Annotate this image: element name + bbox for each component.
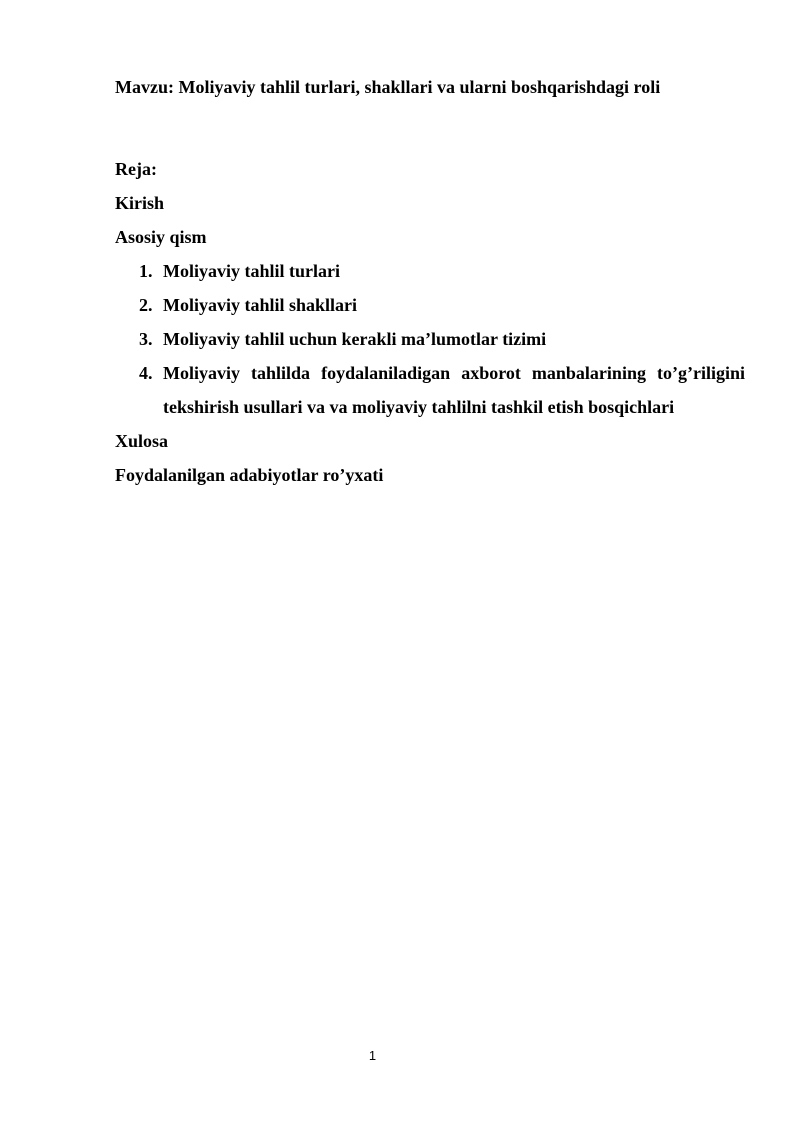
plan-item-text: Moliyaviy tahlil turlari <box>163 261 340 281</box>
plan-heading: Reja: <box>115 159 157 179</box>
plan-item <box>115 288 745 322</box>
plan-item-number: 3. <box>139 329 153 349</box>
plan-section <box>115 152 745 492</box>
plan-item <box>115 322 745 356</box>
plan-main-part: Asosiy qism <box>115 227 207 247</box>
document-title: Mavzu: Moliyaviy tahlil turlari, shakllari va ularni boshqarishdagi roli <box>115 77 661 97</box>
plan-item-number: 1. <box>139 261 153 281</box>
page-number: 1 <box>368 1048 377 1063</box>
plan-item-number: 4. <box>139 363 153 383</box>
plan-item <box>115 254 745 288</box>
plan-item <box>115 356 745 424</box>
plan-item-text: Moliyaviy tahlil uchun kerakli ma’lumotlar tizimi <box>163 329 547 349</box>
plan-item-number: 2. <box>139 295 153 315</box>
plan-item-text: Moliyaviy tahlilda foydalaniladigan axborot manbalarining to’g’riligini tekshirish usullari va va moliyaviy tahlilni tashkil etish bosqichlari <box>163 363 745 417</box>
plan-items-list <box>115 254 745 424</box>
plan-references: Foydalanilgan adabiyotlar ro’yxati <box>115 465 384 485</box>
plan-intro: Kirish <box>115 193 165 213</box>
plan-conclusion: Xulosa <box>115 431 169 451</box>
plan-item-text: Moliyaviy tahlil shakllari <box>163 295 358 315</box>
